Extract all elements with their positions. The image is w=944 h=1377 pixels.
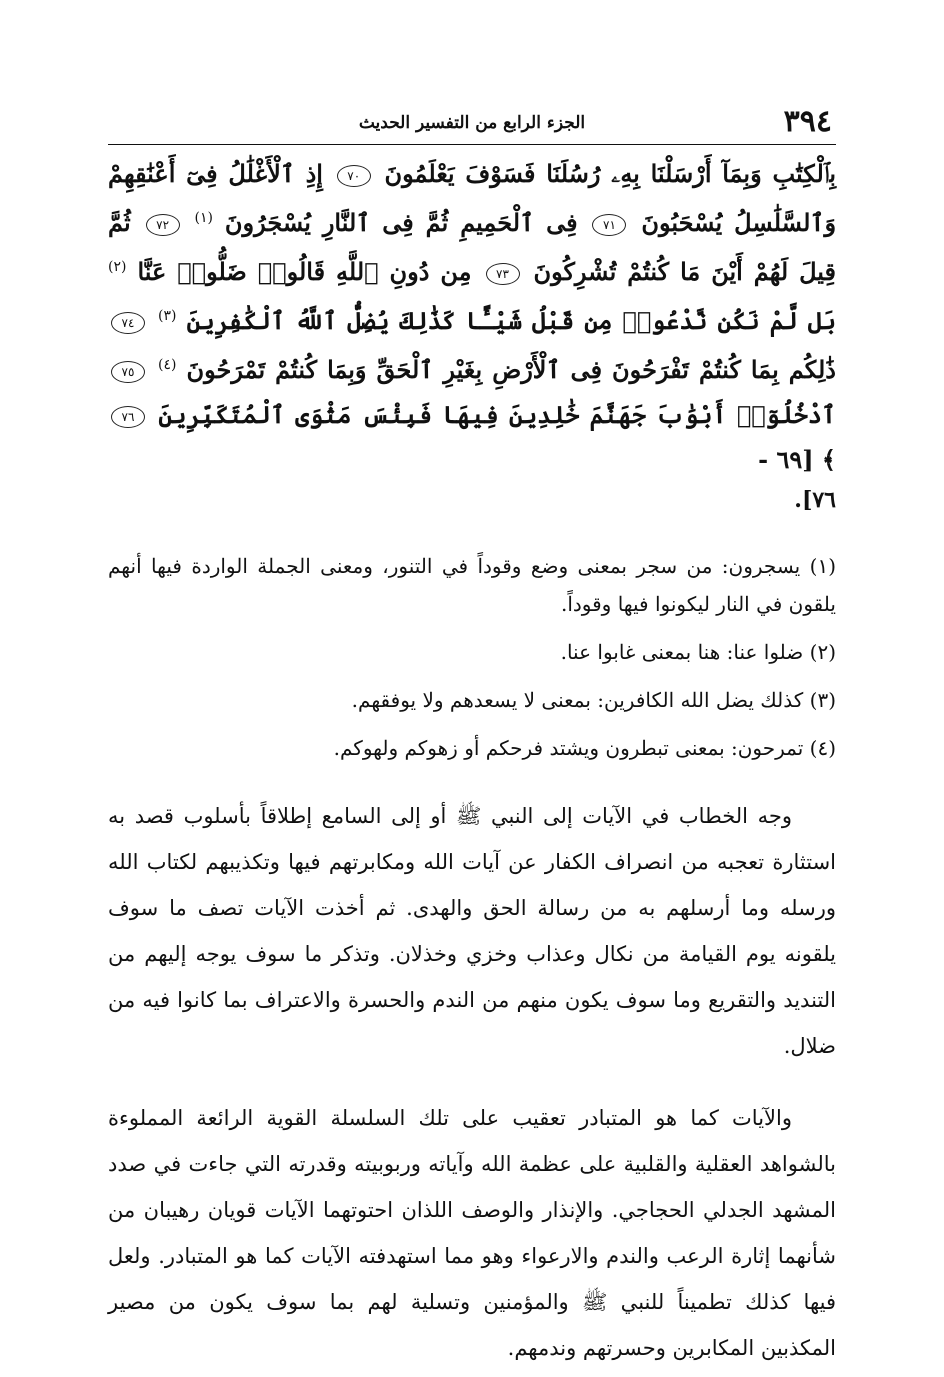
footnote-reference: (٢): [108, 259, 127, 275]
ayah-number-marker: ٧٤: [111, 312, 145, 334]
footnote-2: (٢) ضلوا عنا: هنا بمعنى غابوا عنا.: [560, 640, 836, 664]
book-page: [108, 100, 837, 1360]
footnote-reference: (١): [194, 210, 213, 226]
footnote-4: (٤) تمرحون: بمعنى تبطرون ويشتد فرحكم أو زهوكم ولهوكم.: [333, 736, 836, 760]
ayah-number-marker: ٧١: [592, 214, 626, 236]
verse-text: ٱدْخُلُوٓا۟ أَبْوَٰبَ جَهَنَّمَ خَٰلِدِينَ فِيهَا فَبِئْسَ مَثْوَى ٱلْمُتَكَبِّرِينَ: [158, 400, 836, 429]
verse-text: بِٱلْكِتَٰبِ وَبِمَآ أَرْسَلْنَا بِهِۦ رُسُلَنَا فَسَوْفَ يَعْلَمُونَ: [384, 159, 837, 188]
verse-text: بَل لَّمْ نَكُن نَّدْعُوا۟ مِن قَبْلُ شَيْـًٔا كَذَٰلِكَ يُضِلُّ ٱللَّهُ ٱلْكَٰفِرِينَ: [186, 306, 837, 335]
footnote-reference: (٣): [158, 308, 177, 324]
ayah-number-marker: ٧٥: [111, 361, 145, 383]
ayah-number-marker: ٧٠: [337, 165, 371, 187]
commentary-paragraph-1: وجه الخطاب في الآيات إلى النبي ﷺ أو إلى السامع إطلاقاً بأسلوب قصد به استثارة تعجبه من انصراف الكفار عن آيات الله ومكابرتهم فيها وتكذيبهم لكتاب الله ورسله وما أرسلهم به من رسالة الحق والهدى. ثم أخذت الآيات تصف ما سوف يلقونه يوم القيامة من نكال وعذاب وخزي وخذلان. وتذكر ما سوف يوجه إليهم من التنديد والتقريع وما سوف يكون منهم من الندم والحسرة والاعتراف بما كانوا فيه من ضلال.: [108, 804, 836, 1058]
ayah-number-marker: ٧٣: [486, 263, 520, 285]
footnote-3: (٣) كذلك يضل الله الكافرين: بمعنى لا يسعدهم ولا يوفقهم.: [351, 688, 836, 712]
ayah-number-marker: ٧٦: [111, 406, 145, 428]
running-title: الجزء الرابع من التفسير الحديث: [358, 113, 586, 133]
verse-text: ذَٰلِكُم بِمَا كُنتُمْ تَفْرَحُونَ فِى ٱلْأَرْضِ بِغَيْرِ ٱلْحَقِّ وَبِمَا كُنتُمْ تَمْرَحُونَ: [186, 355, 836, 384]
verse-range: ﴾ [٦٩ -: [758, 445, 836, 474]
footnotes: [108, 547, 836, 767]
verse-text: ثُمَّ قِيلَ لَهُمْ أَيْنَ مَا كُنتُمْ تُشْرِكُونَ: [108, 208, 836, 286]
quran-verses: [108, 151, 836, 523]
ayah-number-marker: ٧٢: [146, 214, 180, 236]
commentary-paragraph-2: والآيات كما هو المتبادر تعقيب على تلك السلسلة القوية الرائعة المملوءة بالشواهد العقلية والقلبية على عظمة الله وآياته وربوبيته وقدرته التي جاءت في صدد المشهد الجدلي الحجاجي. والإنذار والوصف اللذان احتوتهما الآيات قويان رهيبان من شأنهما إثارة الرعب والندم والارعواء وهو مما استهدفته الآيات كما هو المتبادر. ولعل فيها كذلك تطميناً للنبي ﷺ والمؤمنين وتسلية لهم بما سوف يكون من مصير المكذبين المكابرين وحسرتهم وندمهم.: [108, 1106, 836, 1360]
verse-text: إِذِ ٱلْأَغْلَٰلُ فِىٓ أَعْنَٰقِهِمْ وَٱلسَّلَٰسِلُ يُسْحَبُونَ: [108, 159, 837, 237]
verse-range-end: ٧٦].: [794, 487, 836, 513]
page-header: [108, 100, 836, 145]
footnote-reference: (٤): [158, 357, 177, 373]
footnote-1: (١) يسجرون: من سجر بمعنى وضع وقوداً في التنور، ومعنى الجملة الواردة فيها أنهم يلقون في النار ليكونوا فيها وقوداً.: [108, 554, 836, 616]
verse-text: فِى ٱلْحَمِيمِ ثُمَّ فِى ٱلنَّارِ يُسْجَرُونَ: [224, 208, 578, 237]
page-number: ٣٩٤: [783, 104, 832, 139]
verse-text: مِن دُونِ ٱللَّهِ قَالُوا۟ ضَلُّوا۟ عَنَّا: [137, 257, 472, 286]
